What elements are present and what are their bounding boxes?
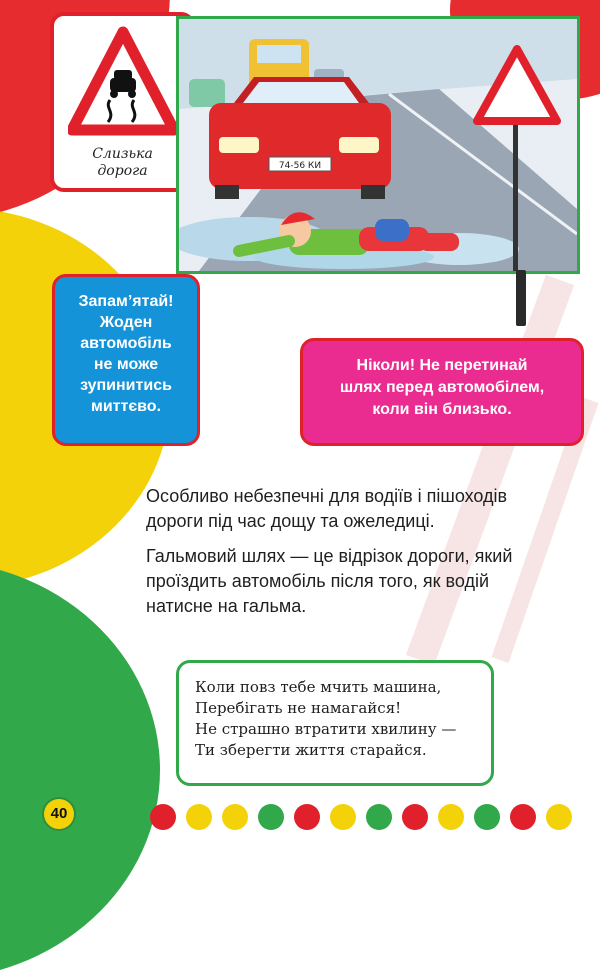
illustration-scene: [179, 19, 577, 271]
bubble-line: Жоден: [99, 314, 153, 331]
bubble-line: не може: [93, 356, 159, 373]
sign-caption-line: Слизька: [92, 146, 153, 162]
bubble-line: миттєво.: [90, 398, 162, 415]
decor-dot-yellow: [330, 804, 356, 830]
paragraph-dangerous-roads: [146, 484, 566, 534]
poem-line: Коли повз тебе мчить машина,: [195, 678, 442, 696]
remember-bubble: [52, 274, 200, 446]
decor-dot-green: [474, 804, 500, 830]
decor-dot-green: [258, 804, 284, 830]
decor-dot-red: [510, 804, 536, 830]
sign-post: [516, 270, 526, 326]
paragraph-line: проїздить автомобіль після того, як водій: [146, 571, 490, 591]
paragraph-braking-distance: [146, 544, 566, 619]
green-light-circle: [0, 560, 160, 980]
poem-line: Ти зберегти життя старайся.: [195, 741, 427, 759]
bubble-line: шлях перед автомобілем,: [339, 379, 545, 396]
paragraph-line: Особливо небезпечні для водіїв і пішоходів: [146, 486, 508, 506]
never-cross-bubble: [300, 338, 584, 446]
slippery-road-sign-icon: [68, 26, 178, 138]
decor-dot-yellow: [222, 804, 248, 830]
poem-box: [176, 660, 494, 786]
slippery-road-sign-card: [50, 12, 195, 192]
decor-dot-yellow: [186, 804, 212, 830]
bubble-line: зупинитись: [80, 377, 172, 394]
bubble-line: Ніколи! Не перетинай: [356, 357, 528, 374]
decor-dot-red: [150, 804, 176, 830]
paragraph-line: дороги під час дощу та ожеледиці.: [146, 511, 435, 531]
decor-dot-red: [294, 804, 320, 830]
bubble-line: автомобіль: [80, 335, 172, 352]
winter-road-illustration: [176, 16, 580, 274]
bubble-line: Запам’ятай!: [78, 293, 174, 310]
decor-dot-yellow: [438, 804, 464, 830]
poem-line: Перебігать не намагайся!: [195, 699, 402, 717]
paragraph-line: натисне на гальма.: [146, 596, 307, 616]
paragraph-line: Гальмовий шлях — це відрізок дороги, який: [146, 546, 513, 566]
decor-dot-green: [366, 804, 392, 830]
sign-caption: [54, 146, 191, 180]
page-number: 40: [42, 797, 76, 831]
decor-dot-red: [402, 804, 428, 830]
sign-caption-line: дорога: [97, 163, 148, 179]
decor-dot-yellow: [546, 804, 572, 830]
car-plate-text: 74-56 КИ: [278, 161, 322, 171]
poem-line: Не страшно втратити хвилину —: [195, 720, 457, 738]
bubble-line: коли він близько.: [372, 401, 512, 418]
